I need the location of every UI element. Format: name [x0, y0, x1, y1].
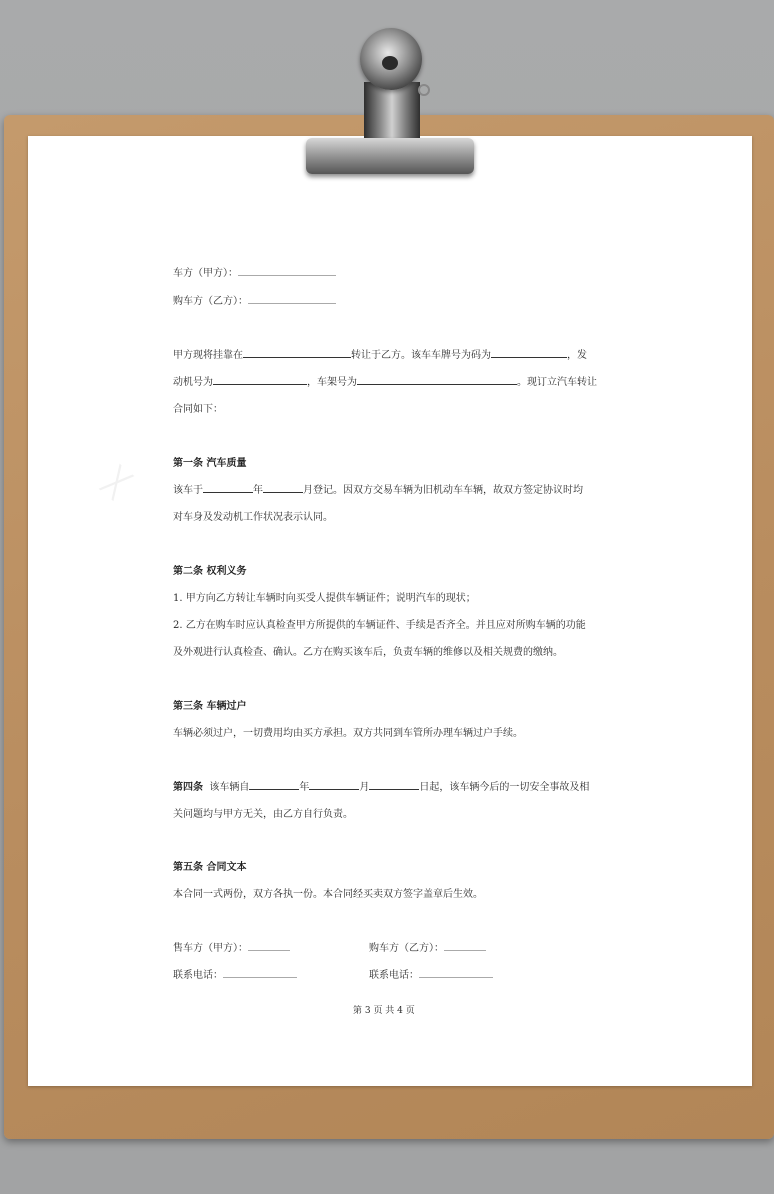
- article-2-title: 第二条 权利义务: [173, 566, 247, 577]
- article-5-title: 第五条 合同文本: [173, 862, 247, 873]
- seller-party-line: [173, 264, 336, 279]
- intro-line-2: [173, 373, 597, 388]
- buyer-party-line: [173, 292, 336, 307]
- start-day-blank[interactable]: [369, 780, 419, 790]
- clip-plate: [306, 138, 474, 174]
- intro-line-3: 合同如下：: [173, 404, 223, 415]
- start-month-blank[interactable]: [309, 780, 359, 790]
- buyer-signature-blank[interactable]: [444, 941, 486, 951]
- seller-signature-blank[interactable]: [248, 941, 290, 951]
- clip-neck: [364, 82, 420, 142]
- intro-line-1: [173, 346, 587, 361]
- seller-label: 车方（甲方）：: [173, 268, 238, 279]
- article-2-line-2: 2. 乙方在购车时应认真检查甲方所提供的车辆证件、手续是否齐全。并且应对所购车辆的功能: [173, 620, 586, 631]
- intro-text: ，发: [567, 350, 587, 361]
- article-4-title: 第四条: [173, 782, 203, 793]
- article-3-line-1: 车辆必须过户，一切费用均由买方承担。双方共同到车管所办理车辆过户手续。: [173, 728, 523, 739]
- watermark: ╳: [99, 464, 134, 501]
- intro-text: ，车架号为: [307, 377, 357, 388]
- article-text: 该车于: [173, 485, 203, 496]
- clip-ring-icon: [360, 28, 422, 90]
- vin-blank[interactable]: [357, 375, 517, 385]
- article-1-title: 第一条 汽车质量: [173, 458, 247, 469]
- article-4-line-1: [173, 778, 589, 793]
- buyer-signature-line: [369, 939, 486, 954]
- article-1-line-2: 对车身及发动机工作状况表示认同。: [173, 512, 333, 523]
- buyer-phone-blank[interactable]: [419, 968, 493, 978]
- buyer-phone-line: [369, 966, 493, 981]
- affiliated-company-blank[interactable]: [243, 348, 351, 358]
- engine-number-blank[interactable]: [213, 375, 307, 385]
- start-year-blank[interactable]: [249, 780, 299, 790]
- register-year-blank[interactable]: [203, 483, 253, 493]
- seller-signature-label: 售车方（甲方）：: [173, 943, 248, 954]
- seller-phone-line: [173, 966, 297, 981]
- seller-phone-blank[interactable]: [223, 968, 297, 978]
- plate-number-blank[interactable]: [491, 348, 567, 358]
- article-2-line-1: 1. 甲方向乙方转让车辆时向买受人提供车辆证件；说明汽车的现状；: [173, 593, 476, 604]
- article-4-line-2: 关问题均与甲方无关，由乙方自行负责。: [173, 809, 353, 820]
- article-text: 日起，该车辆今后的一切安全事故及相: [419, 782, 590, 793]
- register-month-blank[interactable]: [263, 483, 303, 493]
- article-text: 月: [359, 782, 370, 793]
- article-text: 年: [299, 782, 310, 793]
- article-3-title: 第三条 车辆过户: [173, 701, 247, 712]
- seller-blank[interactable]: [238, 266, 336, 276]
- article-text: 月登记。因双方交易车辆为旧机动车车辆，故双方签定协议时均: [303, 485, 583, 496]
- seller-signature-line: [173, 939, 290, 954]
- intro-text: 。现订立汽车转让: [517, 377, 597, 388]
- buyer-signature-label: 购车方（乙方）：: [369, 943, 444, 954]
- article-text: 年: [253, 485, 263, 496]
- clip-lever: [418, 84, 430, 96]
- page-number: 第 3 页 共 4 页: [353, 1006, 415, 1016]
- intro-text: 转让于乙方。该车车牌号为码为: [351, 350, 491, 361]
- article-2-line-3: 及外观进行认真检查、确认。乙方在购买该车后，负责车辆的维修以及相关规费的缴纳。: [173, 647, 563, 658]
- buyer-blank[interactable]: [248, 294, 336, 304]
- buyer-label: 购车方（乙方）：: [173, 296, 248, 307]
- seller-phone-label: 联系电话：: [173, 970, 223, 981]
- intro-text: 甲方现将挂靠在: [173, 350, 243, 361]
- article-1-line-1: [173, 481, 583, 496]
- buyer-phone-label: 联系电话：: [369, 970, 419, 981]
- article-5-line-1: 本合同一式两份，双方各执一份。本合同经买卖双方签字盖章后生效。: [173, 889, 483, 900]
- intro-text: 动机号为: [173, 377, 213, 388]
- article-text: 该车辆自: [209, 782, 250, 793]
